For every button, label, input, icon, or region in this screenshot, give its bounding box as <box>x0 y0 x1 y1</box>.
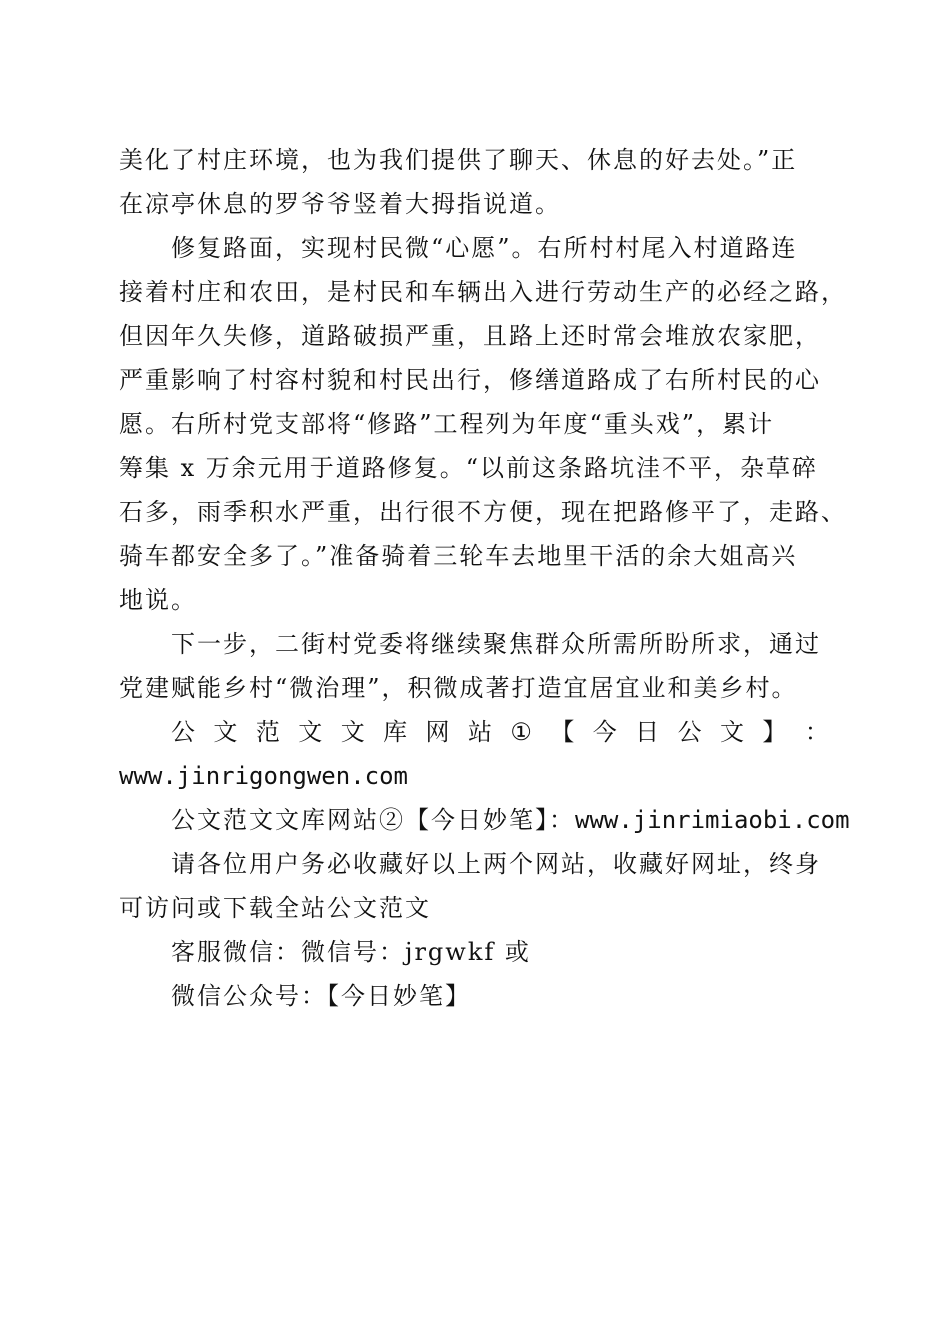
para3-line1: 下一步，二街村党委将继续聚焦群众所需所盼所求，通过 <box>171 630 821 658</box>
site1-char: 文 <box>298 718 325 746</box>
para2-line7: 石多，雨季积水严重，出行很不方便，现在把路修平了，走路、 <box>119 498 847 526</box>
para2-line1: 修复路面，实现村民微“心愿”。右所村村尾入村道路连 <box>171 234 798 262</box>
site1-char: 公 <box>171 718 197 746</box>
site1-char: 网 <box>425 718 452 746</box>
para3-line2: 党建赋能乡村“微治理”，积微成著打造宜居宜业和美乡村。 <box>119 674 798 702</box>
site2-line <box>119 798 850 842</box>
site1-char: 文 <box>720 718 746 746</box>
notice-line1: 请各位用户务必收藏好以上两个网站，收藏好网址，终身 <box>171 850 821 878</box>
notice-line2: 可访问或下载全站公文范文 <box>119 894 431 922</box>
para1-line1: 美化了村庄环境，也为我们提供了聊天、休息的好去处。”正 <box>119 146 798 174</box>
site1-url-link[interactable]: www.jinrigongwen.com <box>119 762 408 790</box>
site2-url-link[interactable]: www.jinrimiaobi.com <box>575 806 850 834</box>
contact-official-account: 微信公众号：【今日妙笔】 <box>171 982 471 1010</box>
site1-char: 【 <box>550 718 577 746</box>
site1-char: 库 <box>383 718 410 746</box>
site1-label <box>119 710 831 754</box>
para1-line2: 在凉亭休息的罗爷爷竖着大拇指说道。 <box>119 190 561 218</box>
para2-line4: 严重影响了村容村貌和村民出行，修缮道路成了右所村民的心 <box>119 366 821 394</box>
para2-line5: 愿。右所村党支部将“修路”工程列为年度“重头戏”，累计 <box>119 410 775 438</box>
site1-char: 文 <box>340 718 367 746</box>
site1-char: 文 <box>213 718 240 746</box>
site1-char: ： <box>804 718 831 746</box>
site1-char: ① <box>510 718 534 746</box>
site1-char: 站 <box>467 718 494 746</box>
site1-char: 】 <box>762 718 789 746</box>
para2-line8: 骑车都安全多了。”准备骑着三轮车去地里干活的余大姐高兴 <box>119 542 798 570</box>
site1-char: 日 <box>635 718 662 746</box>
para2-line6: 筹集 x 万余元用于道路修复。“以前这条路坑洼不平，杂草碎 <box>119 454 819 482</box>
site1-char: 公 <box>677 718 704 746</box>
para2-line3: 但因年久失修，道路破损严重，且路上还时常会堆放农家肥， <box>119 322 821 350</box>
site1-char: 范 <box>255 718 282 746</box>
document-body <box>119 138 850 1018</box>
site2-label: 公文范文文库网站②【今日妙笔】： <box>171 806 575 834</box>
para2-line2: 接着村庄和农田，是村民和车辆出入进行劳动生产的必经之路， <box>119 278 847 306</box>
para2-line9: 地说。 <box>119 586 197 614</box>
contact-wechat: 客服微信：微信号：jrgwkf 或 <box>171 938 531 966</box>
site1-char: 今 <box>592 718 619 746</box>
